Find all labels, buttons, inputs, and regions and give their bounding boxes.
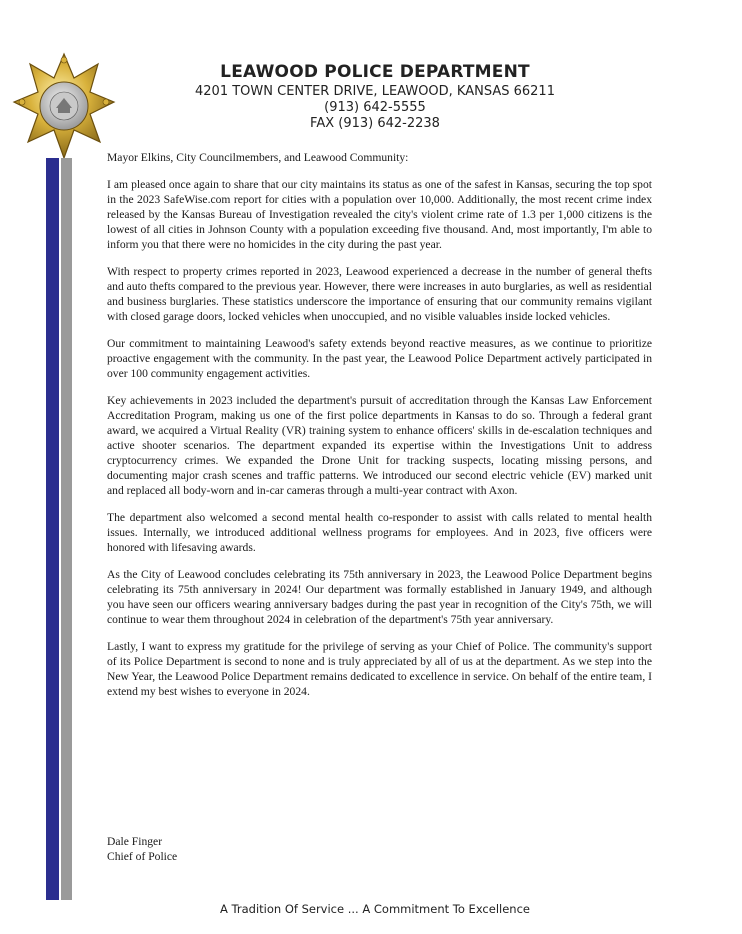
paragraph: As the City of Leawood concludes celebrating its 75th anniversary in 2023, the Leawood Police Department begins celebrating its 75th anniversary in 2024! Our department was formally established in January 1949, and although you have seen our officers wearing anniversary badges during the past year in recognition of the City's 75th, we will continue to wear them throughout 2024 in celebration of the department's 75th year anniversary. — [107, 568, 652, 626]
paragraph: Key achievements in 2023 included the department's pursuit of accreditation through the Kansas Law Enforcement Accreditation Program, making us one of the first police departments in Kansas to do so. Through a federal grant award, we acquired a Virtual Reality (VR) training system to enhance officers' skills in de-escalation techniques and active shooter scenarios. The department expanded its expertise within the Investigations Unit to address cryptocurrency crimes. We expanded the Drone Unit for tracking suspects, locating missing persons, and documenting major crash scenes and traffic patterns. We introduced our second electric vehicle (EV) marked unit and replaced all body-worn and in-car cameras through a multi-year contract with Axon. — [107, 394, 652, 497]
paragraph: The department also welcomed a second mental health co-responder to assist with calls related to mental health issues. Internally, we introduced additional wellness programs for employees. And in 2023, five officers were honored with lifesaving awards. — [107, 511, 652, 554]
salutation: Mayor Elkins, City Councilmembers, and Leawood Community: — [107, 151, 409, 164]
decorative-gray-stripe — [61, 158, 72, 900]
department-address: 4201 TOWN CENTER DRIVE, LEAWOOD, KANSAS 66211 — [195, 84, 555, 99]
department-name: LEAWOOD POLICE DEPARTMENT — [220, 62, 530, 82]
signature-title: Chief of Police — [107, 850, 178, 863]
department-phone: (913) 642-5555 — [324, 100, 426, 115]
paragraph: With respect to property crimes reported in 2023, Leawood experienced a decrease in the number of general thefts and auto thefts compared to the previous year. However, there were increases in auto burglaries, as well as residential and business burglaries. These statistics underscore the importance of ensuring that our community remains vigilant with closed garage doors, locked vehicles when unoccupied, and no visible valuables inside locked vehicles. — [107, 265, 652, 323]
paragraph: Our commitment to maintaining Leawood's safety extends beyond reactive measures, as we continue to prioritize proactive engagement with the community. In the past year, the Leawood Police Department actively participated in over 100 community engagement activities. — [107, 337, 652, 380]
police-star-badge-icon — [12, 52, 116, 162]
paragraph: I am pleased once again to share that our city maintains its status as one of the safest in Kansas, securing the top spot in the 2023 SafeWise.com report for cities with a population over 10,000. Additionally, the most recent crime index released by the Kansas Bureau of Investigation revealed the city's violent crime rate of 1.3 per 1,000 citizens is the lowest of all cities in Johnson County with a population exceeding five thousand. And, most importantly, I'm able to inform you that there were no homicides in the city during the past year. — [107, 178, 652, 251]
signature-name: Dale Finger — [107, 835, 163, 848]
department-fax: FAX (913) 642-2238 — [310, 116, 440, 131]
footer-motto: A Tradition Of Service ... A Commitment To Excellence — [220, 902, 530, 916]
paragraph: Lastly, I want to express my gratitude for the privilege of serving as your Chief of Police. The community's support of its Police Department is second to none and is truly appreciated by all of us at the department. As we step into the New Year, the Leawood Police Department remains dedicated to excellence in service. On behalf of the entire team, I extend my best wishes to everyone in 2024. — [107, 640, 652, 698]
decorative-blue-stripe — [46, 158, 59, 900]
letter-body — [107, 150, 652, 711]
signature-block — [107, 834, 177, 864]
